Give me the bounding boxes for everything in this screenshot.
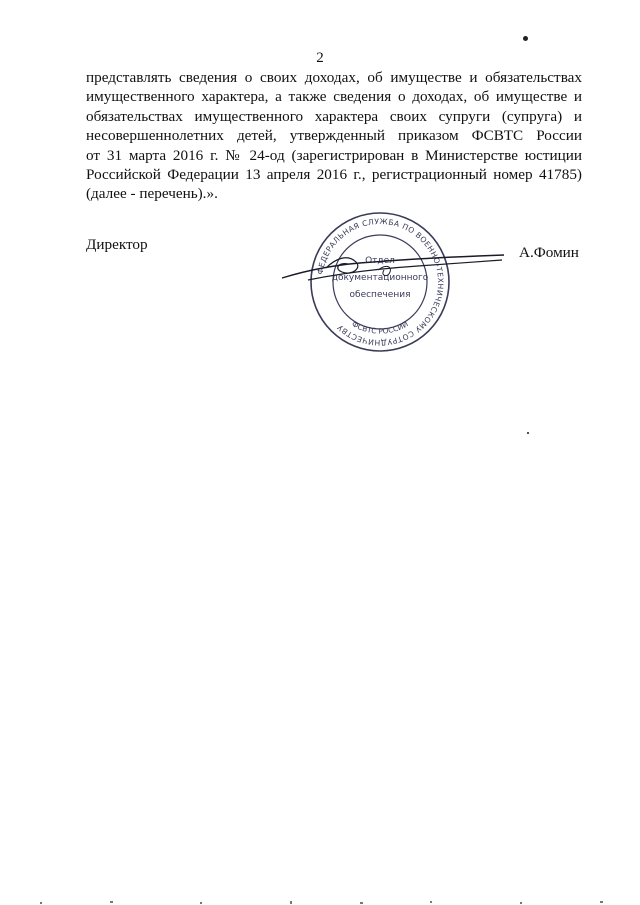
body-line: (далее - перечень).». [86,185,218,203]
stamp-center-line-2: документационного [331,273,429,283]
stamp-ring-text: ФЕДЕРАЛЬНАЯ СЛУЖБА ПО ВОЕННО-ТЕХНИЧЕСКОМУ СОТРУДНИЧЕСТВУ [315,216,446,348]
signatory-title: Директор [86,236,148,253]
scan-edge-noise [0,896,640,905]
body-line: несовершеннолетних детей, утвержденный приказом ФСВТС России [86,127,582,145]
handwritten-signature [278,250,508,290]
stamp-bottom-text: ФСВТС РОССИИ [350,319,410,336]
body-line: представлять сведения о своих доходах, об имуществе и обязательствах [86,69,582,86]
body-line: от 31 марта 2016 г. № 24-од (зарегистрирован в Министерстве юстиции [86,146,582,164]
body-line: обязательствах имущественного характера своих супруги (супруга) и [86,107,582,125]
signatory-name: А.Фомин [519,244,579,261]
corner-mark [523,36,528,41]
stray-dot [527,432,529,434]
stamp-center-line-3: обеспечения [349,290,411,300]
page-number: 2 [316,50,324,66]
stamp-center-line-1: Отдел [365,256,395,266]
body-line: Российской Федерации 13 апреля 2016 г., регистрационный номер 41785) [86,166,582,184]
body-line: имущественного характера, а также сведения о доходах, об имуществе и [86,88,582,106]
body-paragraph [86,68,582,204]
